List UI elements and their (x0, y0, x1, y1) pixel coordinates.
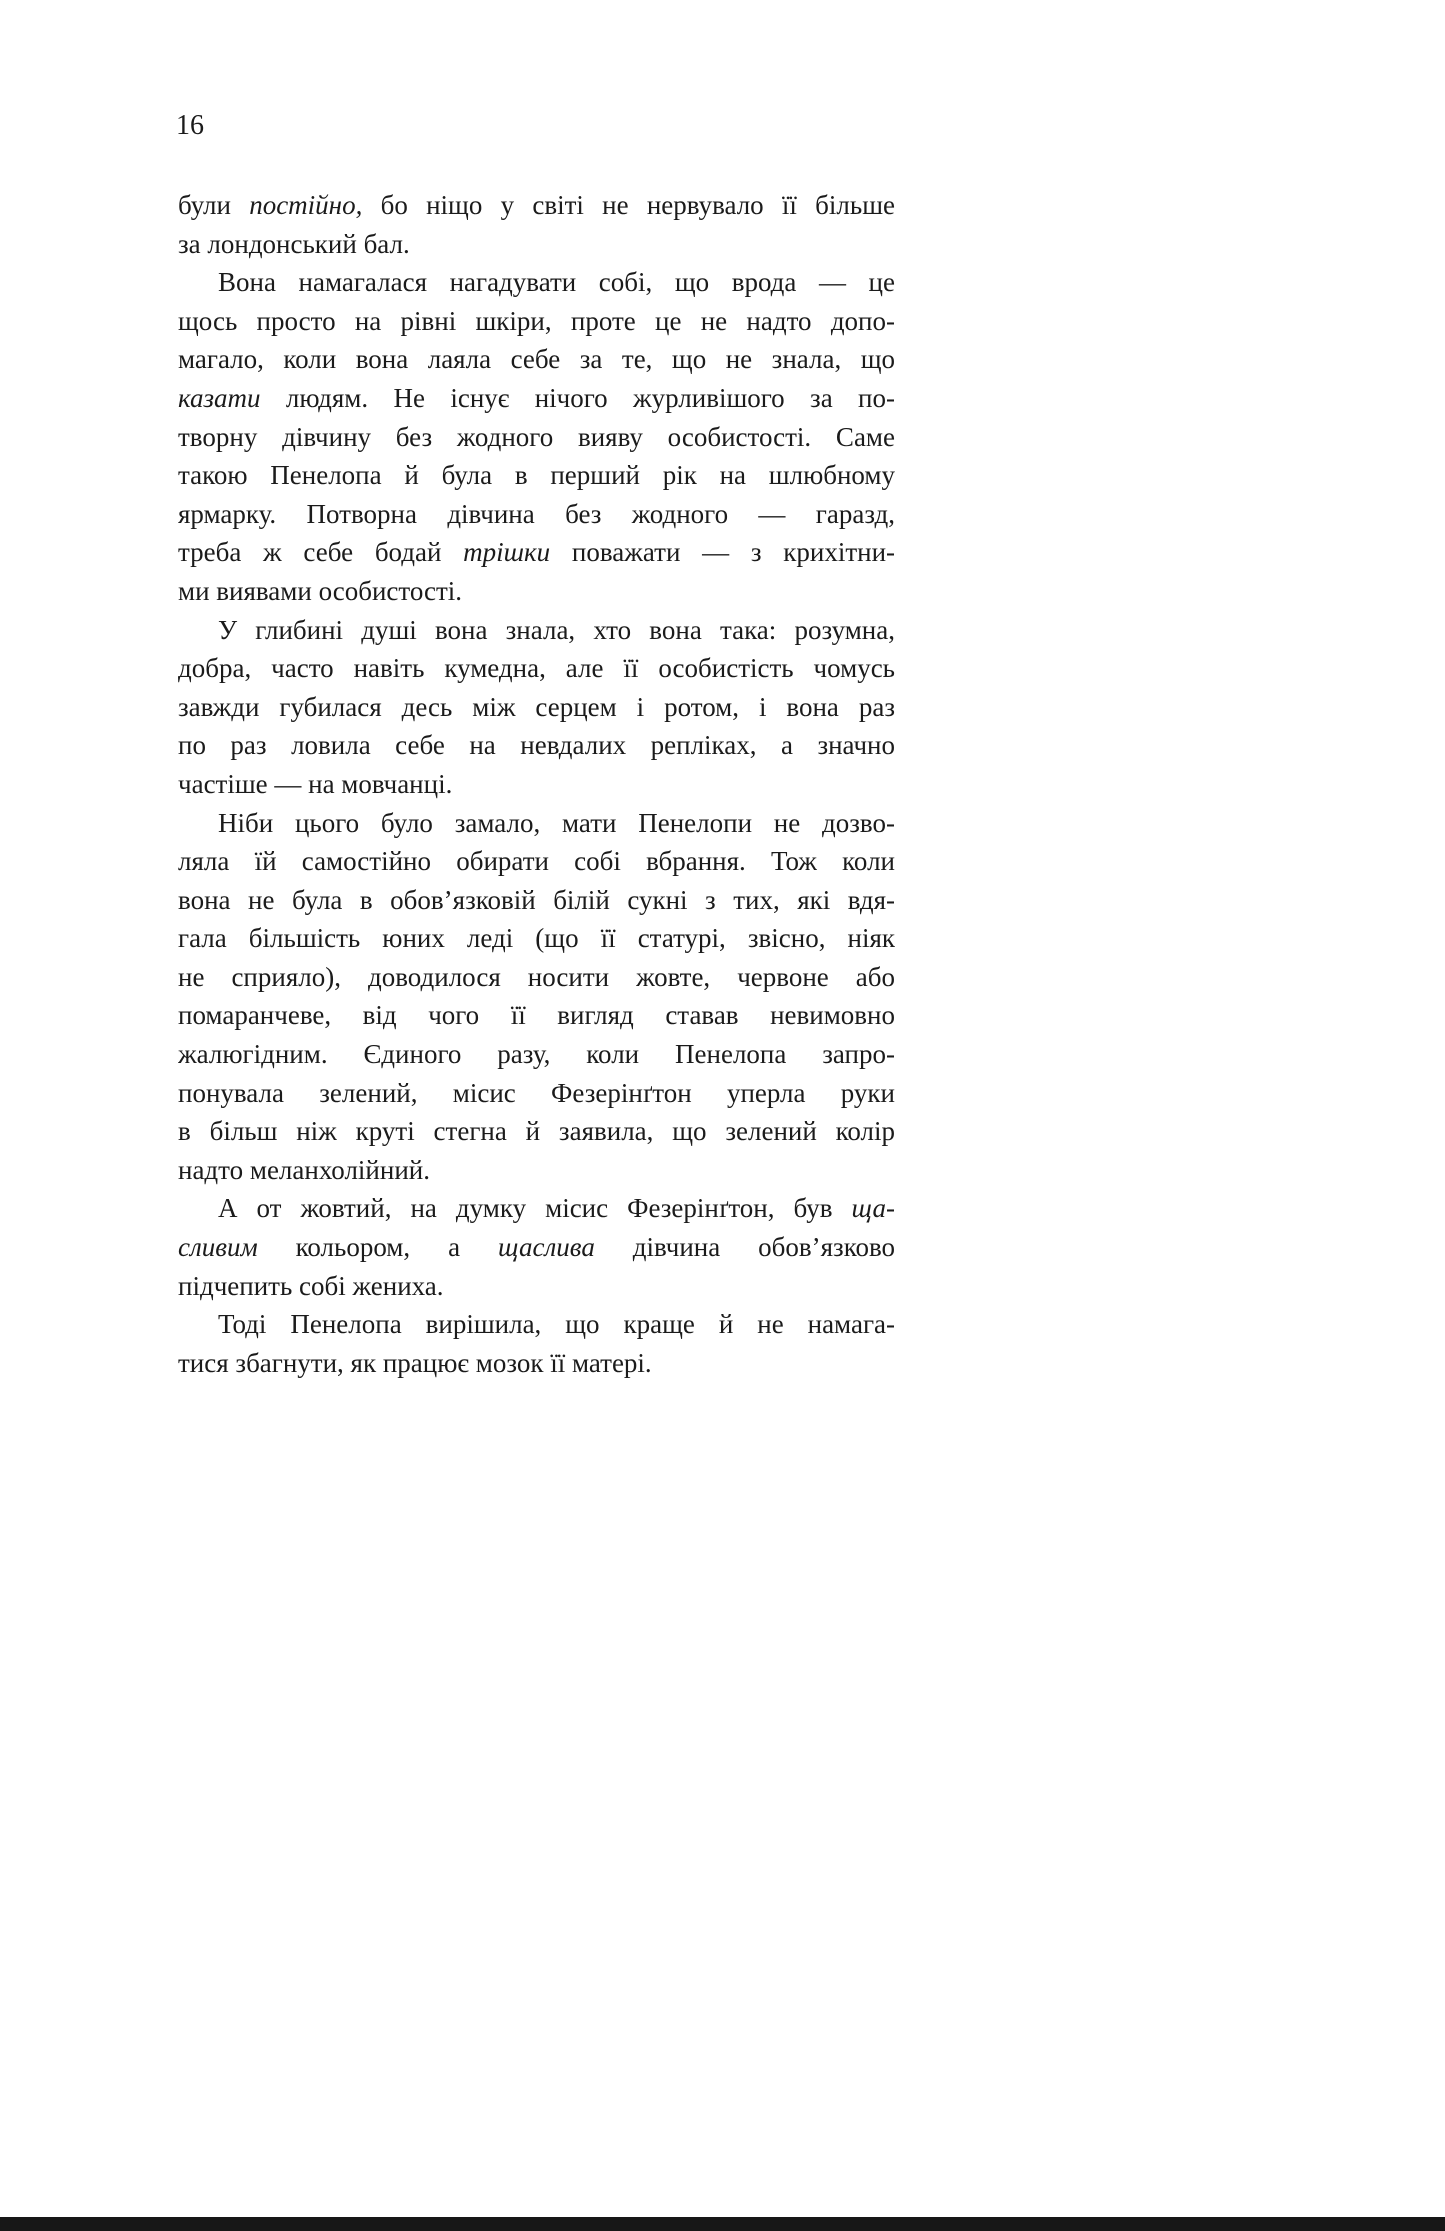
text-segment: дівчина обов’язково (594, 1232, 895, 1263)
text-segment: надто меланхолійний. (178, 1154, 430, 1185)
text-line (178, 1344, 895, 1383)
text-segment: ляла їй самостійно обирати собі вбрання. Тож коли (178, 846, 895, 877)
text-segment: поважати — з крихітни- (550, 537, 895, 568)
text-line (178, 456, 895, 495)
italic-text-segment: щаслива (498, 1232, 595, 1263)
text-segment: помаранчеве, від чого її вигляд ставав невимовно (178, 1000, 895, 1031)
text-segment: ми виявами особистості. (178, 575, 463, 606)
text-line (178, 919, 895, 958)
text-line (178, 611, 895, 650)
text-segment: Ніби цього було замало, мати Пенелопи не дозво- (218, 807, 895, 838)
text-segment: підчепить собі жениха. (178, 1270, 444, 1301)
text-segment: тися збагнути, як працює мозок її матері. (178, 1347, 652, 1378)
text-segment: Вона намагалася нагадувати собі, що врода — це (218, 267, 895, 298)
text-segment: в більш ніж круті стегна й заявила, що зелений колір (178, 1116, 895, 1147)
text-line (178, 495, 895, 534)
text-line (178, 1151, 895, 1190)
text-line (178, 379, 895, 418)
text-segment: магало, коли вона лаяла себе за те, що не знала, що (178, 344, 895, 375)
italic-text-segment: казати (178, 382, 261, 413)
text-line (178, 1267, 895, 1306)
italic-text-segment: ща- (851, 1193, 895, 1224)
text-segment: гала більшість юних леді (що її статурі, звісно, ніяк (178, 923, 895, 954)
text-segment: людям. Не існує нічого журливішого за по- (260, 382, 895, 413)
text-segment: Тоді Пенелопа вирішила, що краще й не намага- (218, 1309, 895, 1340)
text-segment: творну дівчину без жодного вияву особистості. Саме (178, 421, 895, 452)
text-line (178, 263, 895, 302)
text-segment: не сприяло), доводилося носити жовте, червоне або (178, 961, 895, 992)
text-line (178, 1228, 895, 1267)
text-segment: понувала зелений, місис Фезерінґтон уперла руки (178, 1077, 895, 1108)
text-line (178, 533, 895, 572)
text-segment: бо ніщо у світі не нервувало її більше (362, 190, 895, 220)
text-line (178, 302, 895, 341)
text-line (178, 842, 895, 881)
text-segment: треба ж себе бодай (178, 537, 464, 568)
italic-text-segment: трішки (463, 537, 551, 568)
text-segment: ярмарку. Потворна дівчина без жодного — гаразд, (178, 498, 895, 529)
text-segment: такою Пенелопа й була в перший рік на шлюбному (178, 460, 895, 491)
text-line (178, 958, 895, 997)
text-line (178, 418, 895, 457)
text-segment: жалюгідним. Єдиного разу, коли Пенелопа запро- (178, 1039, 895, 1070)
text-line (178, 726, 895, 765)
text-line (178, 996, 895, 1035)
text-segment: були (178, 190, 250, 220)
text-line (178, 186, 895, 225)
text-line (178, 804, 895, 843)
text-line (178, 649, 895, 688)
text-line (178, 572, 895, 611)
italic-text-segment: постійно, (249, 190, 363, 220)
text-line (178, 1112, 895, 1151)
text-line (178, 1074, 895, 1113)
text-segment: вона не була в обов’язковій білій сукні з тих, які вдя- (178, 884, 895, 915)
text-line (178, 881, 895, 920)
text-segment: частіше — на мовчанці. (178, 768, 453, 799)
page-number: 16 (176, 110, 204, 141)
bottom-bar (0, 2217, 1445, 2231)
text-segment: кольором, а (257, 1232, 498, 1263)
text-line (178, 1189, 895, 1228)
text-block (178, 186, 895, 1382)
text-line (178, 1035, 895, 1074)
text-line (178, 688, 895, 727)
text-line (178, 1305, 895, 1344)
text-line (178, 225, 895, 264)
text-line (178, 340, 895, 379)
text-segment: щось просто на рівні шкіри, проте це не надто допо- (178, 305, 895, 336)
text-segment: по раз ловила себе на невдалих репліках, а значно (178, 730, 895, 761)
text-segment: за лондонський бал. (178, 228, 410, 259)
italic-text-segment: сливим (178, 1232, 258, 1263)
text-segment: А от жовтий, на думку місис Фезерінґтон, був (218, 1193, 852, 1224)
text-segment: У глибині душі вона знала, хто вона така: розумна, (218, 614, 895, 645)
text-segment: завжди губилася десь між серцем і ротом, і вона раз (178, 691, 895, 722)
text-segment: добра, часто навіть кумедна, але її особистість чомусь (178, 653, 895, 684)
text-line (178, 765, 895, 804)
